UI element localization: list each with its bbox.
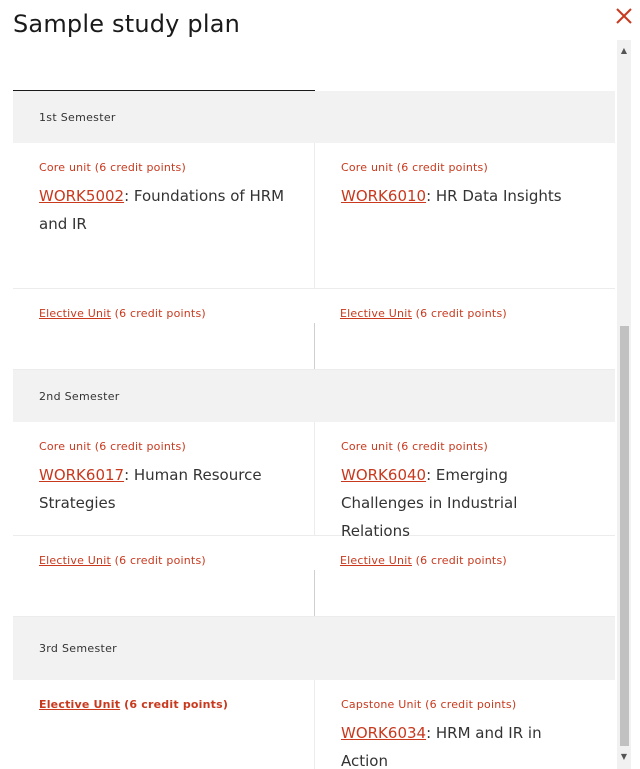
unit-type: [39, 698, 290, 711]
credit-points: (6 credit points): [110, 554, 206, 567]
unit-cell: [314, 143, 615, 288]
unit-type: [340, 554, 591, 567]
chevron-up-icon[interactable]: ▲: [620, 46, 628, 55]
credit-points: (6 credit points): [411, 307, 507, 320]
unit-row: [13, 536, 615, 617]
unit-name: : HR Data Insights: [426, 187, 562, 205]
credit-points: (6 credit points): [120, 698, 229, 711]
vertical-scrollbar[interactable]: [617, 40, 631, 769]
elective-unit-link[interactable]: Elective Unit: [39, 698, 121, 711]
unit-type: [39, 307, 290, 320]
elective-cell: [13, 536, 314, 616]
unit-cell: [13, 422, 314, 535]
elective-unit-link[interactable]: Elective Unit: [340, 554, 412, 567]
elective-unit-link[interactable]: Elective Unit: [39, 554, 111, 567]
unit-title: [39, 461, 290, 517]
semester-header: 1st Semester: [13, 91, 615, 143]
chevron-down-icon[interactable]: ▼: [620, 752, 628, 761]
semester-header: 2nd Semester: [13, 370, 615, 422]
elective-unit-link[interactable]: Elective Unit: [340, 307, 412, 320]
unit-title: [341, 461, 591, 545]
elective-unit-link[interactable]: Elective Unit: [39, 307, 111, 320]
elective-cell: [13, 289, 314, 369]
unit-title: [39, 182, 290, 238]
elective-cell: [314, 289, 615, 369]
close-icon: [612, 4, 636, 28]
unit-name: : Emerging Challenges in Industrial Relations: [341, 466, 518, 540]
credit-points: (6 credit points): [110, 307, 206, 320]
close-button[interactable]: [612, 4, 636, 28]
unit-cell: [314, 422, 615, 540]
unit-row: [13, 143, 615, 289]
credit-points: (6 credit points): [411, 554, 507, 567]
unit-row: [13, 680, 615, 769]
unit-code-link[interactable]: WORK6040: [341, 466, 427, 484]
study-plan-scroll-area[interactable]: [13, 40, 615, 769]
modal-title: Sample study plan: [13, 10, 241, 38]
elective-cell: [314, 536, 615, 616]
elective-cell: [13, 680, 314, 769]
unit-title: [341, 182, 591, 210]
unit-cell: [314, 680, 615, 769]
unit-name: : Foundations of HRM and IR: [39, 187, 285, 233]
unit-type: [39, 554, 290, 567]
unit-type: Core unit (6 credit points): [341, 440, 488, 453]
unit-code-link[interactable]: WORK6010: [341, 187, 427, 205]
unit-code-link[interactable]: WORK6017: [39, 466, 125, 484]
unit-code-link[interactable]: WORK5002: [39, 187, 125, 205]
semester-header: 3rd Semester: [13, 617, 615, 680]
study-plan: [13, 91, 615, 769]
unit-type: [340, 307, 591, 320]
unit-type: Core unit (6 credit points): [39, 440, 186, 453]
unit-type: Capstone Unit (6 credit points): [341, 698, 517, 711]
unit-type: Core unit (6 credit points): [39, 161, 186, 174]
unit-row: [13, 289, 615, 370]
unit-row: [13, 422, 615, 540]
unit-type: Core unit (6 credit points): [341, 161, 488, 174]
unit-cell: [13, 143, 314, 288]
unit-name: : HRM and IR in Action: [341, 724, 542, 769]
scrollbar-thumb[interactable]: [620, 326, 629, 746]
unit-name: : Human Resource Strategies: [39, 466, 262, 512]
unit-code-link[interactable]: WORK6034: [341, 724, 427, 742]
unit-title: [341, 719, 591, 769]
